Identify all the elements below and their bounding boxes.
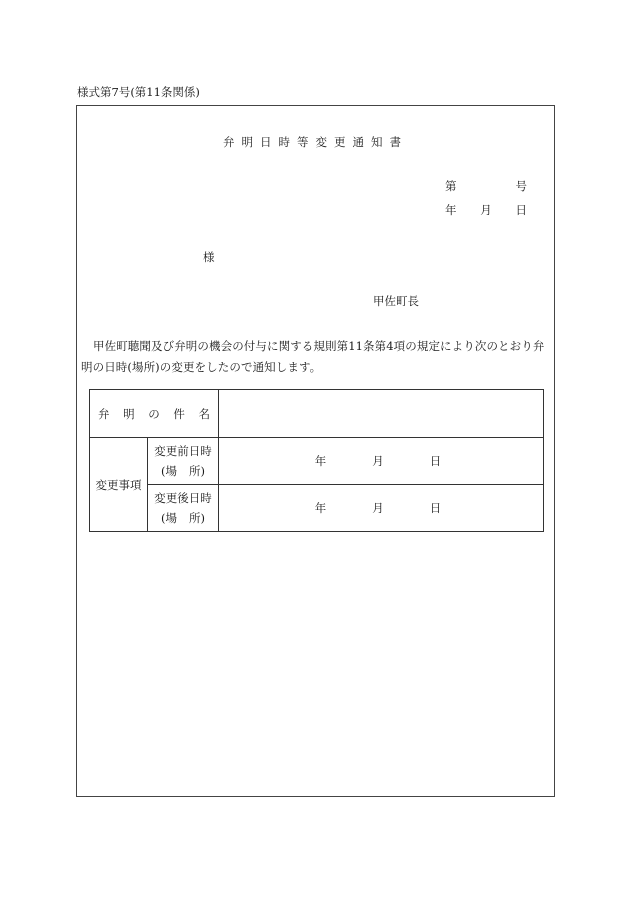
- change-details-table: [89, 389, 544, 532]
- before-year: 年: [314, 454, 327, 468]
- after-month: 月: [372, 501, 384, 515]
- form-number-label: 様式第7号(第11条関係): [77, 85, 200, 99]
- after-value-cell: [219, 485, 544, 532]
- before-label-cell: [148, 438, 219, 485]
- after-year: 年: [314, 501, 327, 515]
- after-datetime-label: 変更後日時: [154, 491, 212, 505]
- case-name-char: 弁: [98, 406, 110, 421]
- before-value-cell: [219, 438, 544, 485]
- document-number-line: [445, 178, 527, 194]
- place-label-part: (場: [161, 511, 177, 525]
- place-label-part: 所): [189, 464, 205, 478]
- case-name-label: [90, 406, 218, 422]
- after-label-cell: [148, 485, 219, 532]
- change-items-label: 変更事項: [90, 438, 148, 532]
- case-name-char: の: [148, 406, 160, 421]
- case-name-row: [90, 390, 544, 438]
- after-place-label: [148, 508, 218, 528]
- document-title: 弁明日時等変更通知書: [223, 135, 408, 149]
- after-day: 日: [429, 501, 442, 515]
- case-name-char: 名: [198, 406, 210, 421]
- issue-year: 年: [445, 203, 457, 217]
- after-date-placeholder: [219, 500, 543, 516]
- document-frame: [76, 105, 555, 797]
- issuer-name: 甲佐町長: [373, 294, 419, 308]
- notice-body-text: 甲佐町聴聞及び弁明の機会の付与に関する規則第11条第4項の規定により次のとおり弁明の日時(場所)の変更をしたので通知します。: [81, 339, 545, 374]
- change-after-row: [90, 485, 544, 532]
- addressee-suffix: 様: [203, 250, 215, 264]
- case-name-char: 明: [123, 406, 135, 421]
- issue-day: 日: [515, 203, 527, 217]
- place-label-part: 所): [189, 511, 205, 525]
- case-name-label-cell: [90, 390, 219, 438]
- issue-date-line: [445, 202, 527, 218]
- case-name-value-cell: [219, 390, 544, 438]
- case-name-char: 件: [173, 406, 185, 421]
- before-month: 月: [372, 454, 384, 468]
- before-date-placeholder: [219, 453, 543, 469]
- number-suffix: 号: [515, 179, 527, 193]
- before-place-label: [148, 461, 218, 481]
- before-datetime-label: 変更前日時: [154, 444, 212, 458]
- place-label-part: (場: [161, 464, 177, 478]
- change-before-row: [90, 438, 544, 485]
- number-prefix: 第: [445, 179, 457, 193]
- before-day: 日: [429, 454, 442, 468]
- issue-month: 月: [480, 203, 492, 217]
